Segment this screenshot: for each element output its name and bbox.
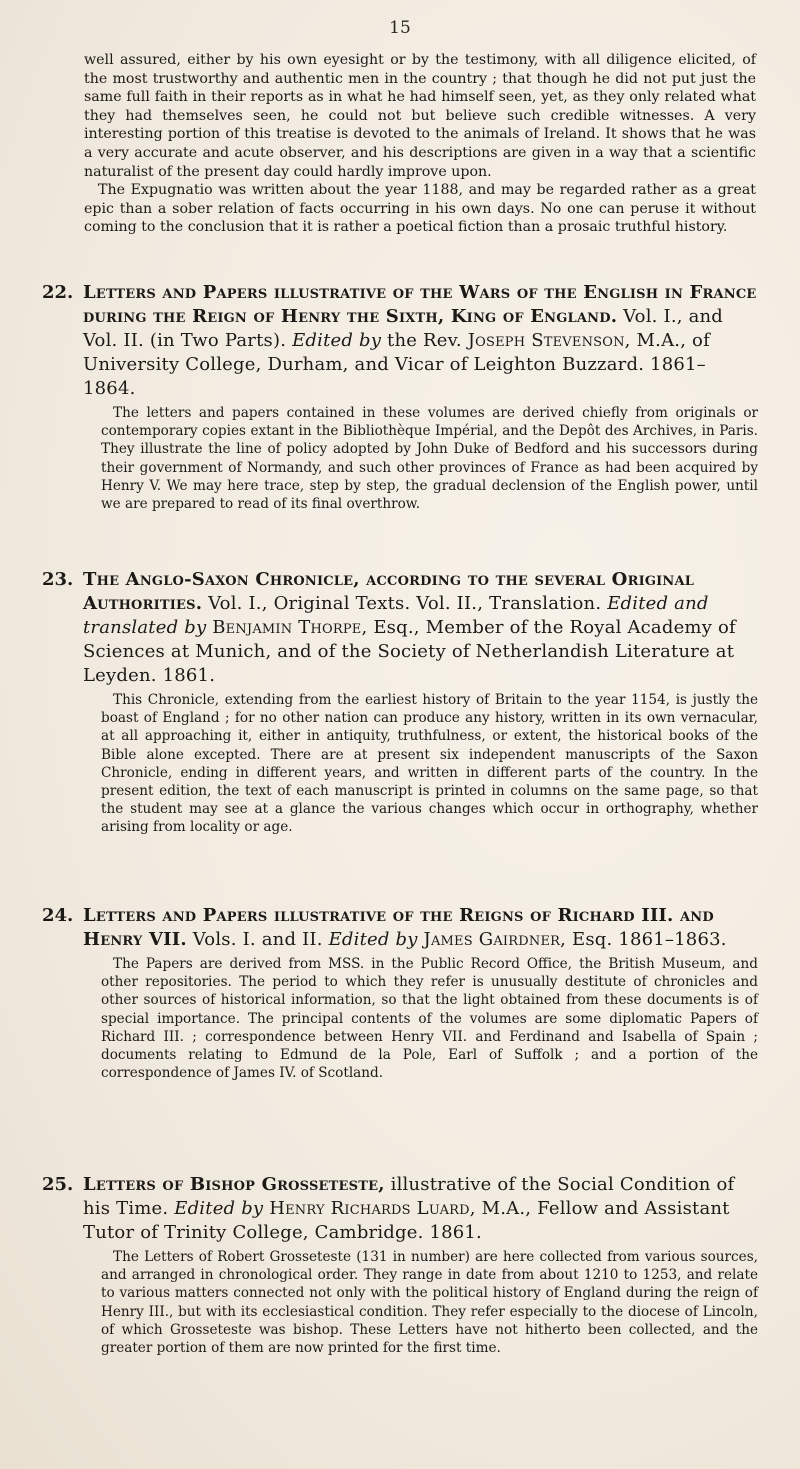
entry-editor-details: Esq. 1861–1863. — [571, 929, 727, 950]
entry-volumes: Vol. I., and Vol. II. (in Two Parts). — [83, 306, 724, 351]
entry-edited-by: Edited by — [328, 929, 418, 950]
entry-heading — [83, 568, 758, 688]
entry-editor-details: Esq., Member of the Royal Academy of Sciences at Munich, and of the Society of Netherlandish Literature at Leyden. 1861. — [83, 617, 736, 686]
entry-editor-name: Benjamin Thorpe, — [212, 617, 368, 638]
catalog-entry — [42, 1173, 758, 1357]
entry-editor-prefix: the Rev. — [387, 330, 462, 351]
entry-volumes: illustrative of the Social Condition of his Time. — [83, 1174, 735, 1219]
entry-editor-details: M.A., Fellow and Assistant Tutor of Trinity College, Cambridge. 1861. — [83, 1198, 730, 1243]
entry-title: Letters of Bishop Grosseteste, — [83, 1174, 385, 1195]
entry-editor-name: Joseph Stevenson, — [467, 330, 631, 351]
entry-heading — [83, 904, 758, 952]
entry-heading — [83, 281, 758, 401]
entry-title: Letters and Papers illustrative of the Reigns of Richard III. and Henry VII. — [83, 905, 714, 950]
entry-title: The Anglo-Saxon Chronicle, according to the several Original Authorities. — [83, 569, 695, 614]
entry-heading — [83, 1173, 758, 1245]
entry-editor-name: Henry Richards Luard, — [269, 1198, 476, 1219]
entry-editor-details: M.A., of University College, Durham, and Vicar of Leighton Buzzard. 1861–1864. — [83, 330, 710, 399]
entry-title: Letters and Papers illustrative of the Wars of the English in France during the Reign of Henry the Sixth, King of England. — [83, 282, 757, 327]
entry-number: 23. — [42, 569, 74, 590]
catalog-entry — [42, 281, 758, 513]
catalog-entry — [42, 568, 758, 837]
intro-continuation — [84, 51, 756, 237]
entry-edited-by: Edited by — [174, 1198, 264, 1219]
entry-volumes: Vols. I. and II. — [192, 929, 323, 950]
catalog-entry — [42, 904, 758, 1082]
page-number: 15 — [389, 18, 411, 38]
intro-paragraph: well assured, either by his own eyesight or by the testimony, with all diligence elicited, of the most trustworthy and authentic men in the country ; that though he did not put just the same full faith in their reports as in what he had himself seen, yet, as they only related what they had themselves seen, he could not but believe such credible witnesses. A very interesting portion of this treatise is devoted to the animals of Ireland. It shows that he was a very accurate and acute observer, and his descriptions are given in a way that a scientific naturalist of the present day could hardly improve upon. — [84, 52, 756, 180]
entry-description: This Chronicle, extending from the earliest history of Britain to the year 1154, is justly the boast of England ; for no other nation can produce any history, written in its own vernacular, at all approaching it, either in antiquity, truthfulness, or extent, the historical books of the Bible alone excepted. There are at present six independent manuscripts of the Saxon Chronicle, ending in different years, and written in different parts of the country. In the present edition, the text of each manuscript is printed in columns on the same page, so that the student may see at a glance the various changes which occur in orthography, whether arising from locality or age. — [101, 692, 758, 836]
entry-number: 25. — [42, 1174, 74, 1195]
entry-description: The letters and papers contained in these volumes are derived chiefly from originals or contemporary copies extant in the Bibliothèque Impérial, and the Depôt des Archives, in Paris. They illustrate the line of policy adopted by John Duke of Bedford and his successors during their government of Normandy, and such other provinces of France as had been acquired by Henry V. We may here trace, step by step, the gradual declension of the English power, until we are prepared to read of its final overthrow. — [101, 405, 758, 513]
intro-paragraph: The Expugnatio was written about the year 1188, and may be regarded rather as a great epic than a sober relation of facts occurring in his own days. No one can peruse it without coming to the conclusion that it is rather a poetical fiction than a prosaic truthful history. — [84, 182, 756, 236]
entry-description: The Letters of Robert Grosseteste (131 in number) are here collected from various sources, and arranged in chronological order. They range in date from about 1210 to 1253, and relate to various matters connected not only with the political history of England during the reign of Henry III., but with its ecclesiastical condition. They refer especially to the diocese of Lincoln, of which Grosseteste was bishop. These Letters have not hitherto been collected, and the greater portion of them are now printed for the first time. — [101, 1249, 758, 1357]
entry-description: The Papers are derived from MSS. in the Public Record Office, the British Museum, and other repositories. The period to which they refer is unusually destitute of chronicles and other sources of historical information, so that the light obtained from these documents is of special importance. The principal contents of the volumes are some diplomatic Papers of Richard III. ; correspondence between Henry VII. and Ferdinand and Isabella of Spain ; documents relating to Edmund de la Pole, Earl of Suffolk ; and a portion of the correspondence of James IV. of Scotland. — [101, 956, 758, 1082]
entry-edited-by: Edited by — [292, 330, 382, 351]
entry-edited-by: Edited and translated by — [83, 593, 709, 638]
entry-number: 24. — [42, 905, 74, 926]
entry-number: 22. — [42, 282, 74, 303]
entry-editor-name: James Gairdner, — [423, 929, 567, 950]
entry-volumes: Vol. I., Original Texts. Vol. II., Translation. — [208, 593, 602, 614]
